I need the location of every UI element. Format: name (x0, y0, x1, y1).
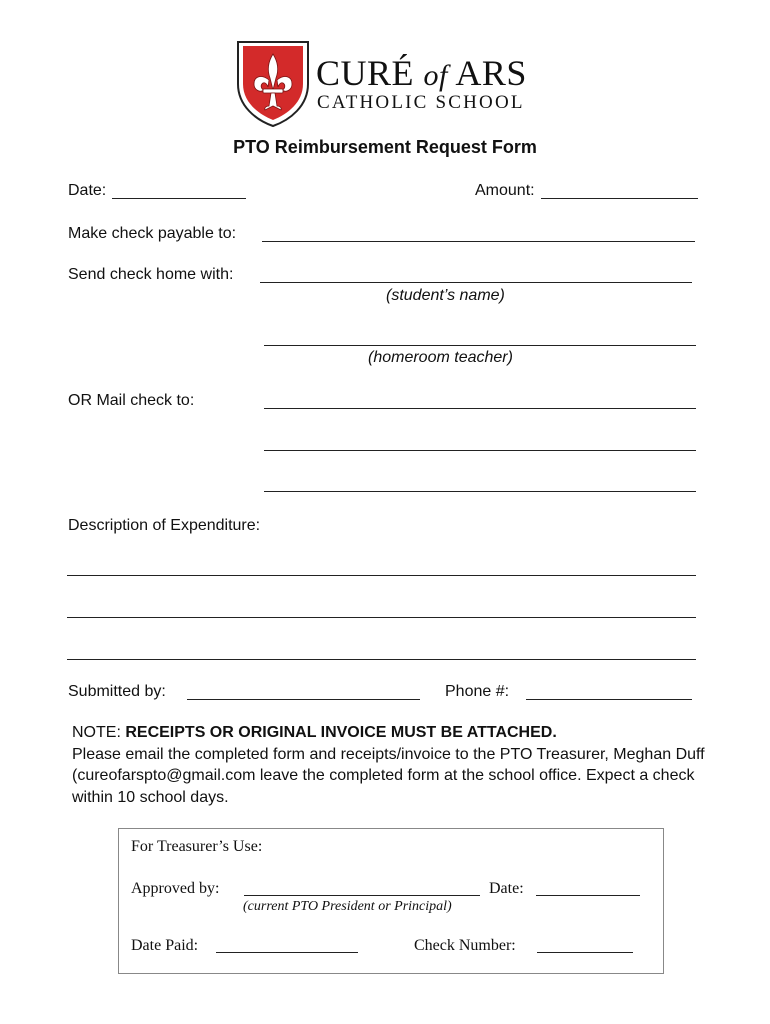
homeroom-teacher-hint: (homeroom teacher) (368, 349, 513, 366)
note-prefix: NOTE: (72, 724, 121, 741)
payable-field[interactable] (262, 241, 695, 242)
description-line-2[interactable] (67, 617, 696, 618)
send-home-label: Send check home with: (68, 266, 234, 283)
approved-by-label: Approved by: (131, 880, 220, 897)
mail-address-line-1[interactable] (264, 408, 696, 409)
treasurer-heading: For Treasurer’s Use: (131, 838, 263, 855)
phone-label: Phone #: (445, 683, 510, 700)
student-name-field[interactable] (260, 282, 692, 283)
amount-field[interactable] (541, 198, 698, 199)
description-label: Description of Expenditure: (68, 517, 261, 534)
phone-field[interactable] (526, 699, 692, 700)
student-name-hint: (student’s name) (386, 287, 505, 304)
shield-logo-icon (236, 40, 310, 128)
approver-hint: (current PTO President or Principal) (243, 899, 452, 914)
check-number-label: Check Number: (414, 937, 516, 954)
logo-name-main: CURÉ (316, 53, 415, 93)
mail-address-line-2[interactable] (264, 450, 696, 451)
description-line-1[interactable] (67, 575, 696, 576)
treasurer-date-field[interactable] (536, 895, 640, 896)
logo-wordmark (316, 52, 527, 94)
logo-subtitle: CATHOLIC SCHOOL (317, 92, 525, 113)
note-emphasis: RECEIPTS OR ORIGINAL INVOICE MUST BE ATTACHED. (125, 724, 557, 741)
homeroom-teacher-field[interactable] (264, 345, 696, 346)
mail-address-line-3[interactable] (264, 491, 696, 492)
mail-label: OR Mail check to: (68, 392, 195, 409)
amount-label: Amount: (475, 182, 535, 199)
date-field[interactable] (112, 198, 246, 199)
date-paid-field[interactable] (216, 952, 358, 953)
date-paid-label: Date Paid: (131, 937, 199, 954)
check-number-field[interactable] (537, 952, 633, 953)
approved-by-field[interactable] (244, 895, 480, 896)
note-block (72, 722, 712, 808)
logo-name-ars: ARS (455, 53, 527, 93)
form-title: PTO Reimbursement Request Form (233, 137, 537, 157)
note-body: Please email the completed form and receipts/invoice to the PTO Treasurer, Meghan Duff (cureofarspto@gmail.com leave the completed form at the school office. Expect a check within 10 school days. (72, 745, 705, 806)
description-line-3[interactable] (67, 659, 696, 660)
submitted-by-label: Submitted by: (68, 683, 166, 700)
submitted-by-field[interactable] (187, 699, 420, 700)
logo-name-of: of (423, 59, 448, 92)
date-label: Date: (68, 182, 107, 199)
payable-label: Make check payable to: (68, 225, 237, 242)
treasurer-date-label: Date: (489, 880, 524, 897)
